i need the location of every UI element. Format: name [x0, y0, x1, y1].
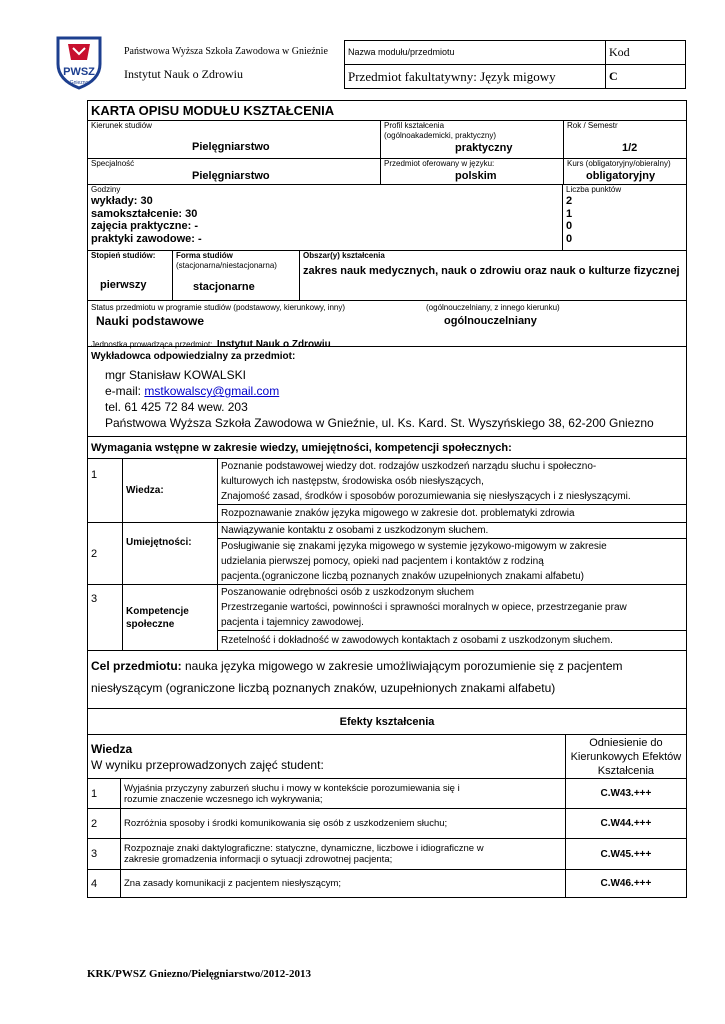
form-sub: (stacjonarna/niestacjonarna): [176, 261, 277, 270]
code-label: Kod: [606, 41, 686, 65]
effect-num: 4: [88, 870, 121, 898]
hours-label: Godziny: [91, 185, 121, 194]
points-item: 2: [566, 195, 573, 207]
hours-item: praktyki zawodowe: -: [91, 232, 202, 245]
prereq-title-table: [87, 436, 687, 459]
points-cell: [563, 185, 687, 251]
level-cell: [88, 251, 173, 301]
effect-line: Rozpoznaje znaki daktylograficzne: statyczne, dynamiczne, liczbowe i idiograficzne w: [124, 843, 484, 854]
effect-num: 2: [88, 809, 121, 839]
profile-cell: [381, 121, 564, 159]
points-label: Liczba punktów: [566, 185, 622, 194]
prereq-line: Rozpoznawanie znaków języka migowego w zakresie dot. problematyki zdrowia: [221, 508, 575, 519]
knowledge-label: Wiedza: [91, 741, 133, 756]
prereq-line: Posługiwanie się znakami języka migowego w systemie językowo-migowym w zakresie: [221, 541, 607, 552]
effect-text: [121, 870, 566, 898]
field-value: Pielęgniarstwo: [192, 141, 270, 153]
lecturer-cell: [88, 347, 687, 437]
hours-cell: [88, 185, 563, 251]
card-title-table: [87, 100, 687, 121]
language-label: Przedmiot oferowany w języku:: [384, 159, 495, 168]
footer-text: KRK/PWSZ Gniezno/Pielęgniarstwo/2012-2013: [87, 968, 311, 980]
email-link[interactable]: mstkowalscy@gmail.com: [144, 384, 280, 398]
effect-text: [121, 839, 566, 870]
profile-value: praktyczny: [455, 142, 513, 154]
status-table: [87, 300, 687, 350]
prereq-num: 2: [88, 523, 123, 585]
hours-item: wykłady: 30: [91, 195, 153, 207]
prereq-line: Nawiązywanie kontaktu z osobami z uszkodzonym słuchem.: [218, 523, 686, 539]
hours-item: samokształcenie: 30: [91, 207, 198, 220]
prereq-content: [218, 585, 687, 651]
effect-text: [121, 779, 566, 809]
prereq-line: Rzetelność i dokładność w zawodowych kontaktach z osobami z uszkodzonym słuchem.: [221, 635, 613, 646]
course-cell: [564, 159, 687, 185]
level-label: Stopień studiów:: [91, 251, 156, 260]
area-label: Obszar(y) kształcenia: [303, 251, 385, 260]
unit-value: Instytut Nauk o Zdrowiu: [216, 339, 331, 350]
effect-row: [88, 839, 687, 870]
prereq-row: [88, 459, 687, 523]
unit-label: Jednostka prowadząca przedmiot:: [91, 340, 213, 349]
points-item: 0: [566, 220, 573, 232]
effect-row: [88, 870, 687, 898]
level-table: [87, 250, 687, 301]
code-value: C: [606, 65, 686, 89]
prereq-line: pacjenta i tajemnicy zawodowej.: [218, 615, 686, 631]
effect-line: rozumie znaczenie wczesnego ich wykrywania;: [124, 793, 323, 805]
effect-ref: C.W43.+++: [565, 779, 686, 809]
institute-name: Instytut Nauk o Zdrowiu: [124, 67, 243, 81]
ref-label: Kierunkowych Efektów: [570, 750, 682, 763]
module-name-label: Nazwa modułu/przedmiotu: [345, 41, 606, 65]
effect-ref: C.W46.+++: [565, 870, 686, 898]
specialty-label: Specjalność: [91, 159, 135, 168]
profile-label: Profil kształcenia: [384, 121, 445, 130]
hours-table: [87, 184, 687, 251]
ref-header: [565, 735, 686, 779]
card: [87, 100, 687, 898]
prereq-line: Poszanowanie odrębności osób z uszkodzonym słuchem: [221, 587, 474, 598]
year-value: 1/2: [622, 142, 638, 154]
area-value: zakres nauk medycznych, nauk o zdrowiu oraz nauk o kulturze fizycznej: [303, 265, 680, 277]
field-label: Kierunek studiów: [91, 121, 152, 130]
specialty-cell: [88, 159, 381, 185]
ref-label: Odniesienie do: [589, 736, 663, 749]
effect-line: Zna zasady komunikacji z pacjentem niesłyszącym;: [124, 878, 342, 889]
field-cell: [88, 121, 381, 159]
prereq-line: Poznanie podstawowej wiedzy dot. rodzajów uszkodzeń narządu słuchu i społeczno-: [221, 461, 597, 472]
course-value: obligatoryjny: [586, 170, 656, 182]
effects-title: Efekty kształcenia: [88, 709, 687, 735]
email-label: e-mail:: [105, 384, 142, 398]
prereq-label: Kompetencje: [126, 605, 189, 617]
lecturer-table: [87, 346, 687, 437]
goal-label: Cel przedmiotu:: [91, 659, 182, 673]
year-cell: [564, 121, 687, 159]
goal-text: nauka języka migowego w zakresie umożliwiającym porozumienie się z pacjentem: [181, 659, 623, 673]
effects-title-table: [87, 708, 687, 735]
effect-ref: C.W44.+++: [565, 809, 686, 839]
points-item: 0: [566, 232, 573, 245]
logo-subtext: Gniezno: [69, 80, 89, 86]
general-value: ogólnouczelniany: [444, 315, 537, 327]
form-label: Forma studiów: [176, 251, 233, 260]
form-value: stacjonarne: [193, 281, 255, 293]
prereq-label: Umiejętności:: [123, 523, 218, 585]
effect-line: Wyjaśnia przyczyny zaburzeń słuchu i mowy w kontekście porozumiewania się i: [124, 782, 460, 794]
prereq-title: Wymagania wstępne w zakresie wiedzy, umiejętności, kompetencji społecznych:: [88, 437, 687, 459]
prereq-line: Przestrzeganie wartości, powinności i sprawności moralnych w opiece, przestrzeganie praw: [221, 602, 627, 613]
prereq-num: 1: [88, 459, 123, 523]
effect-text: [121, 809, 566, 839]
status-label: Status przedmiotu w programie studiów (podstawowy, kierunkowy, inny): [91, 303, 346, 312]
effect-line: zakresie gromadzenia informacji o sytuacji zdrowotnej pacjenta;: [124, 854, 393, 865]
ref-label: Kształcenia: [597, 764, 655, 777]
knowledge-header: [88, 735, 566, 779]
goal-table: [87, 650, 687, 709]
effects-table: [87, 734, 687, 898]
general-label: (ogólnouczelniany, z innego kierunku): [426, 303, 560, 312]
course-label: Kurs (obligatoryjny/obieralny): [567, 159, 671, 168]
prereq-line: udzielania pierwszej pomocy, opieki nad pacjentem i kontaktów z rodziną: [221, 556, 544, 567]
status-value: Nauki podstawowe: [96, 314, 205, 328]
info-row-1: [87, 120, 687, 185]
prereq-row: [88, 523, 687, 585]
language-cell: [381, 159, 564, 185]
language-value: polskim: [455, 170, 497, 182]
module-header-table: [344, 40, 686, 89]
specialty-value: Pielęgniarstwo: [192, 170, 270, 182]
lecturer-name: mgr Stanisław KOWALSKI: [105, 368, 246, 382]
prereq-num: 3: [88, 585, 123, 651]
effect-num: 1: [88, 779, 121, 809]
year-label: Rok / Semestr: [567, 121, 618, 130]
module-name: Przedmiot fakultatywny: Język migowy: [345, 65, 606, 89]
logo: [54, 34, 104, 90]
profile-sub: (ogólnoakademicki, praktyczny): [384, 131, 497, 140]
prereq-row: [88, 585, 687, 651]
school-name: Państwowa Wyższa Szkoła Zawodowa w Gnieźnie: [124, 46, 328, 57]
logo-text: PWSZ: [63, 66, 95, 78]
prereq-content: [218, 523, 687, 585]
prereq-line: Znajomość zasad, środków i sposobów porozumiewania się niesłyszących i z niesłyszącymi.: [218, 489, 686, 505]
card-title: KARTA OPISU MODUŁU KSZTAŁCENIA: [88, 101, 687, 121]
knowledge-sub: W wyniku przeprowadzonych zajęć student:: [91, 757, 324, 772]
effect-ref: C.W45.+++: [565, 839, 686, 870]
effect-line: Rozróżnia sposoby i środki komunikowania się osób z uszkodzeniem słuchu;: [124, 818, 448, 829]
hours-item: zajęcia praktyczne: -: [91, 220, 198, 232]
prereq-label: społeczne: [126, 618, 175, 630]
goal-text-2: niesłyszącym (ograniczone liczbą poznanych znaków, uzupełnionych znakami alfabetu): [91, 681, 556, 695]
status-cell: [88, 301, 687, 350]
effect-row: [88, 779, 687, 809]
prereq-label: Wiedza:: [123, 459, 218, 523]
prereq-table: [87, 458, 687, 651]
area-cell: [300, 251, 687, 301]
form-cell: [173, 251, 300, 301]
level-value: pierwszy: [100, 279, 147, 291]
prereq-line: pacjenta.(ograniczone liczbą poznanych znaków uzupełnionych znakami alfabetu): [221, 571, 584, 582]
prereq-line: kulturowych ich następstw, środowiska osób niesłyszących,: [221, 476, 484, 487]
lecturer-label: Wykładowca odpowiedzialny za przedmiot:: [91, 351, 296, 362]
effect-num: 3: [88, 839, 121, 870]
goal-cell: [88, 651, 687, 709]
points-item: 1: [566, 207, 573, 220]
lecturer-tel: tel. 61 425 72 84 wew. 203: [105, 400, 248, 414]
effect-row: [88, 809, 687, 839]
prereq-content: [218, 459, 687, 523]
lecturer-address: Państwowa Wyższa Szkoła Zawodowa w Gnieźnie, ul. Ks. Kard. St. Wyszyńskiego 38, 62-200 Gniezno: [105, 416, 654, 430]
